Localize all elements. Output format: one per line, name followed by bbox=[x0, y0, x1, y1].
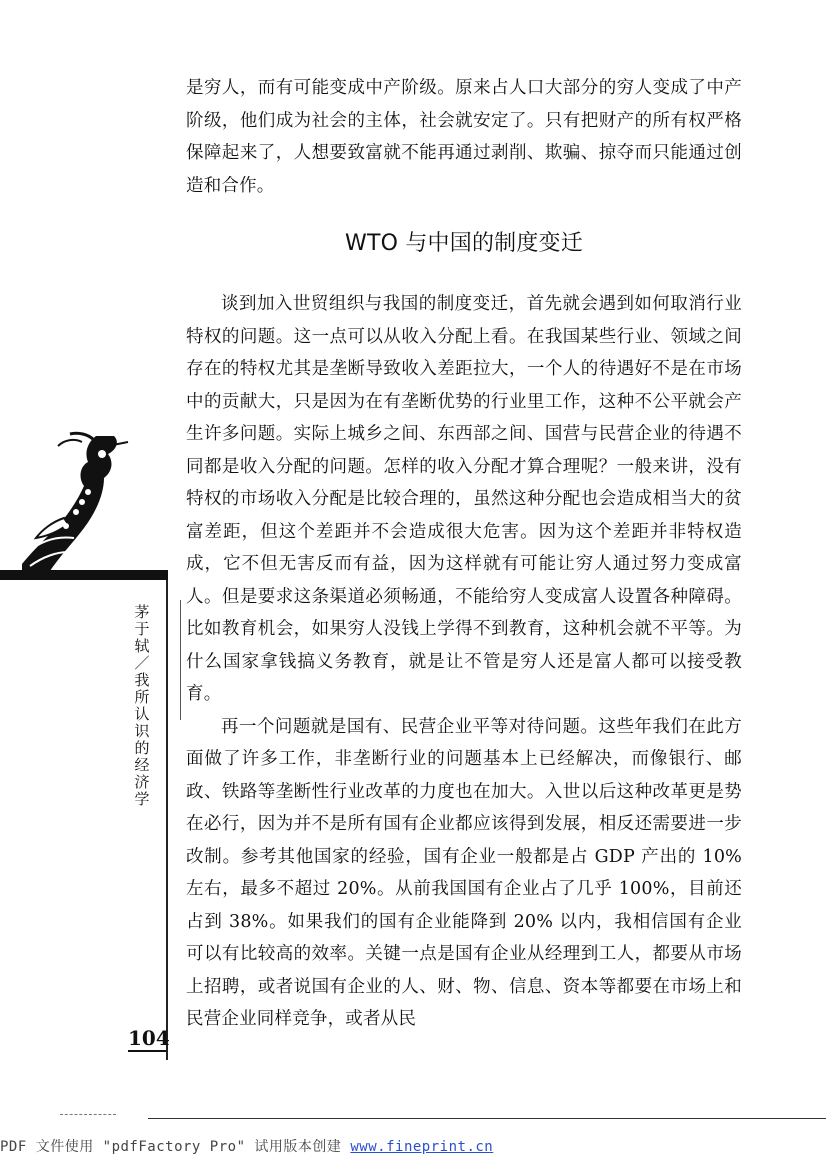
footer-text: PDF 文件使用 "pdfFactory Pro" 试用版本创建 bbox=[0, 1139, 351, 1155]
page-number: 104 bbox=[128, 1026, 170, 1050]
bird-ornament-icon bbox=[18, 428, 138, 580]
pdf-footer bbox=[0, 1136, 826, 1156]
section-wto bbox=[186, 224, 742, 1036]
margin-line bbox=[180, 600, 181, 720]
paragraph: 再一个问题就是国有、民营企业平等对待问题。这些年我们在此方面做了许多工作，非垄断行业的问题基本上已经解决，而像银行、邮政、铁路等垄断性行业改革的力度也在加大。入世以后这种改革更是势在必行，因为并不是所有国有企业都应该得到发展，相反还需要进一步改制。参考其他国家的经验，国有企业一般都是占 GDP 产出的 10% 左右，最多不超过 20%。从前我国国有企业占了几乎 100%，目前还占到 38%。如果我们的国有企业能降到 20% 以内，我相信国有企业可以有比较高的效率。关键一点是国有企业从经理到工人，都要从市场上招聘，或者说国有企业的人、财、物、信息、资本等都要在市场上和民营企业同样竞争，或者从民 bbox=[186, 716, 742, 1029]
section-title: WTO 与中国的制度变迁 bbox=[345, 231, 583, 256]
footer-link[interactable]: www.fineprint.cn bbox=[350, 1139, 494, 1155]
footer-dotted-rule bbox=[60, 1114, 116, 1115]
paragraph-continuation: 是穷人，而有可能变成中产阶级。原来占人口大部分的穷人变成了中产阶级，他们成为社会的主体，社会就安定了。只有把财产的所有权严格保障起来了，人想要致富就不能再通过剥削、欺骗、掠夺而只能通过创造和合作。 bbox=[186, 78, 742, 196]
margin-line bbox=[166, 580, 168, 1060]
page-number-rule bbox=[128, 1050, 166, 1052]
footer-rule bbox=[148, 1118, 826, 1119]
paragraph: 谈到加入世贸组织与我国的制度变迁，首先就会遇到如何取消行业特权的问题。这一点可以从收入分配上看。在我国某些行业、领域之间存在的特权尤其是垄断导致收入差距拉大，一个人的待遇好不是在市场中的贡献大，只是因为在有垄断优势的行业里工作，这种不公平就会产生许多问题。实际上城乡之间、东西部之间、国营与民营企业的待遇不同都是收入分配的问题。怎样的收入分配才算合理呢？一般来讲，没有特权的市场收入分配是比较合理的，虽然这种分配也会造成相当大的贫富差距，但这个差距并不会造成很大危害。因为这个差距并非特权造成，它不但无害反而有益，因为这样就有可能让穷人通过努力变成富人。但是要求这条渠道必须畅通，不能给穷人变成富人设置各种障碍。比如教育机会，如果穷人没钱上学得不到教育，这种机会就不平等。为什么国家拿钱搞义务教育，就是让不管是穷人还是富人都可以接受教育。 bbox=[186, 294, 742, 704]
body-text-top bbox=[186, 72, 742, 202]
running-title: 茅于轼／我所认识的经济学 bbox=[134, 603, 150, 808]
sidebar-rule bbox=[0, 570, 168, 580]
